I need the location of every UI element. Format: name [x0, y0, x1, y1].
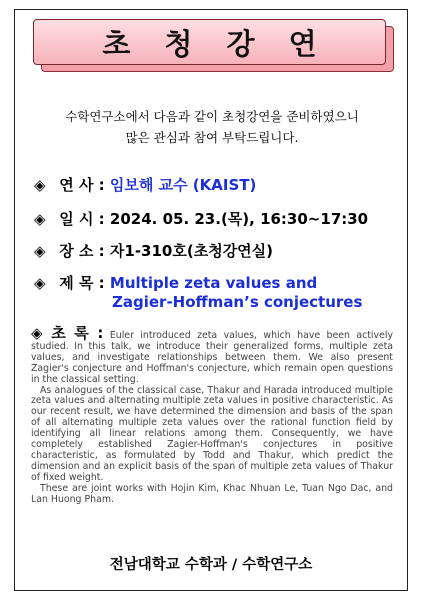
abstract-block	[31, 324, 393, 506]
datetime-row	[34, 208, 368, 229]
abstract-paragraph-3: These are joint works with Hojin Kim, Khac Nhuan Le, Tuan Ngo Dac, and Lan Huong Pham.	[31, 482, 393, 505]
topic-label: 제 목 :	[59, 274, 105, 292]
diamond-bullet-icon: ◈	[34, 210, 46, 228]
diamond-bullet-icon: ◈	[34, 274, 46, 292]
intro-text	[20, 106, 404, 148]
datetime-label: 일 시 :	[59, 210, 105, 228]
place-value: 자1-310호(초청강연실)	[109, 242, 274, 260]
footer-organizer: 전남대학교 수학과 / 수학연구소	[109, 557, 313, 573]
title-banner	[33, 19, 386, 65]
diamond-bullet-icon: ◈	[34, 176, 46, 194]
diamond-bullet-icon: ◈	[34, 242, 46, 260]
speaker-value: 임보해 교수 (KAIST)	[109, 176, 257, 194]
place-row	[34, 240, 273, 261]
abstract-paragraph-2: As analogues of the classical case, Thakur and Harada introduced multiple zeta values and alternating multiple zeta values in positive characteristic. As our recent result, we have determined the dimension and basis of the span of all alternating multiple zeta values over the rational function field by identifying all linear relations among them. Consequently, we have completely established Zagier-Hoffman's conjectures in positive characteristic, as formulated by Todd and Thakur, which predict the dimension and an explicit basis of the span of multiple zeta values of Thakur of fixed weight.	[31, 384, 393, 483]
topic-row	[34, 272, 317, 293]
place-label: 장 소 :	[59, 242, 105, 260]
intro-line-1: 수학연구소에서 다음과 같이 초청강연을 준비하였으니	[65, 109, 359, 124]
poster-title: 초 청 강 연	[102, 26, 329, 61]
abstract-paragraph-1	[31, 324, 393, 386]
topic-line-1: Multiple zeta values and	[109, 274, 318, 292]
abstract-text-1: Euler introduced zeta values, which have been actively studied. In this talk, we introduce their generalized forms, multiple zeta values, and investigate relationships between them. We also present Zagier's conjecture and Hoffman's conjecture, which remain open questions in the classical setting.	[31, 330, 393, 385]
speaker-label: 연 사 :	[59, 176, 105, 194]
intro-line-2: 많은 관심과 참여 부탁드립니다.	[125, 130, 299, 145]
diamond-bullet-icon: ◈	[31, 324, 43, 342]
topic-line-2: Zagier-Hoffman’s conjectures	[112, 293, 363, 311]
datetime-value: 2024. 05. 23.(목), 16:30~17:30	[109, 210, 369, 228]
speaker-row	[34, 174, 256, 195]
abstract-label: 초 록 :	[51, 324, 104, 342]
